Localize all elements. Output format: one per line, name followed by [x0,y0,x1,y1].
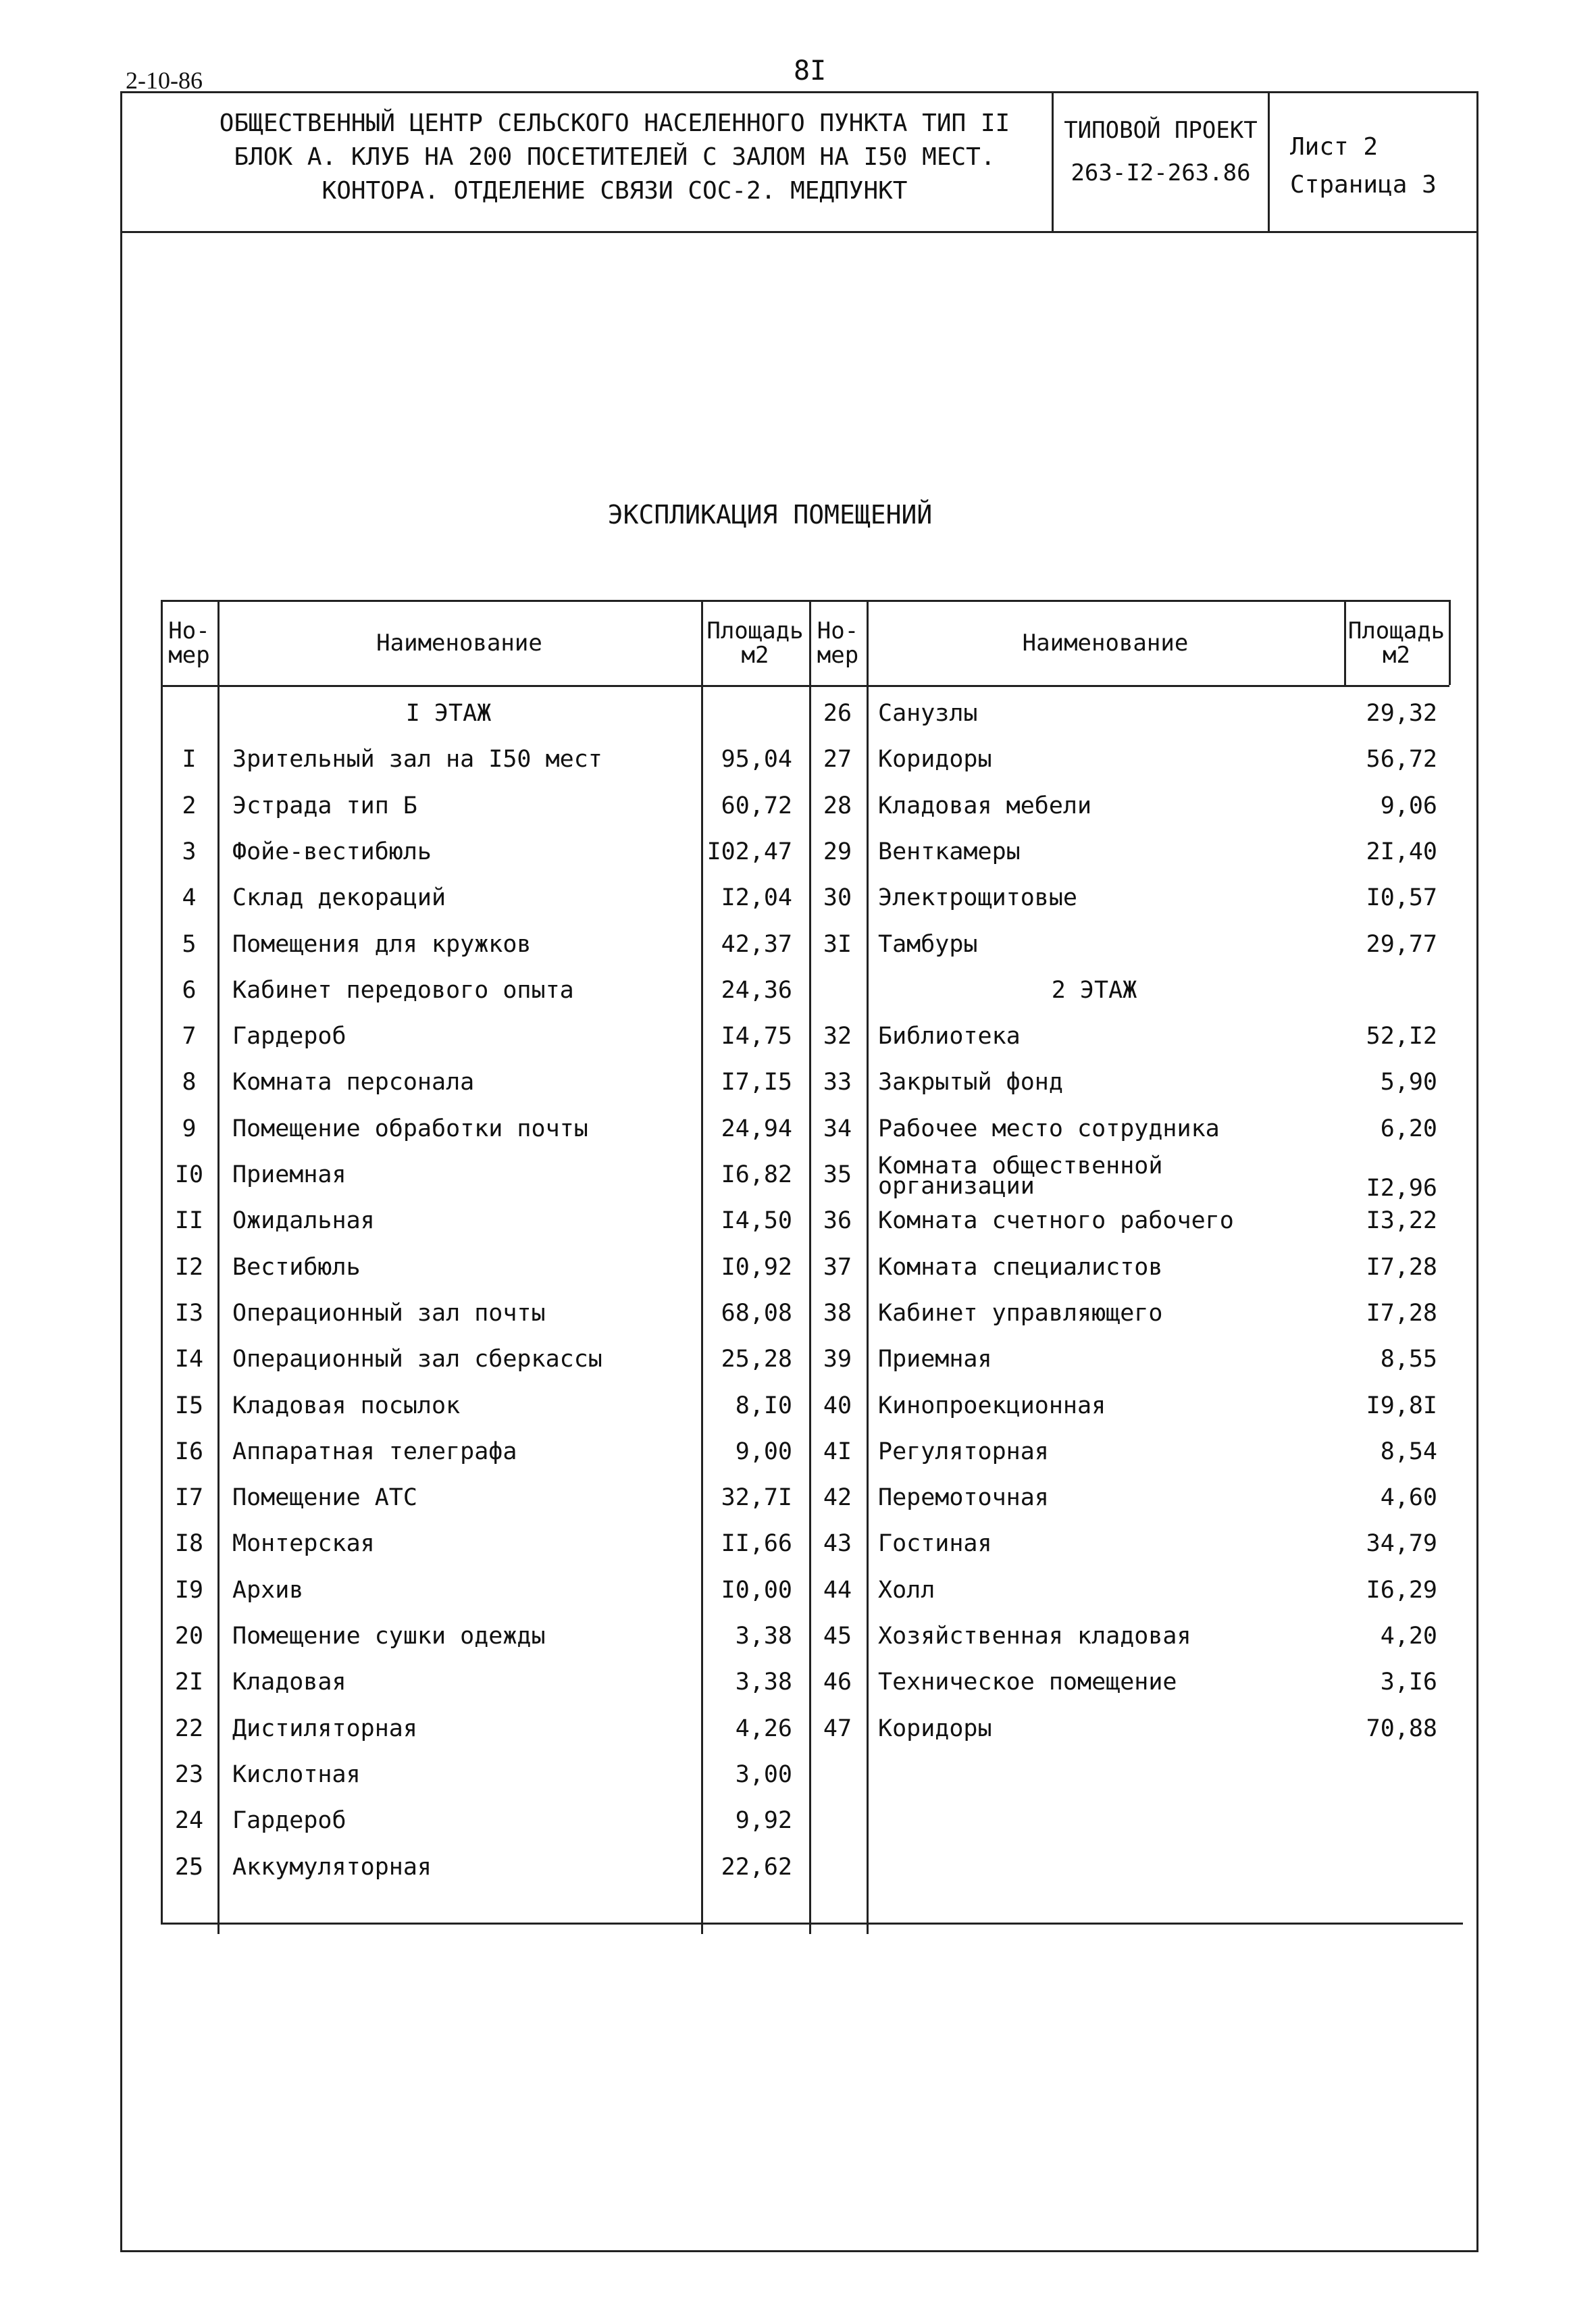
room-name: Кинопроекционная [878,1392,1106,1419]
room-name: Венткамеры [878,838,1021,865]
room-name: Зрительный зал на I50 мест [232,746,602,773]
room-number: I8 [174,1530,204,1558]
room-area: I2,96 [1366,1175,1437,1202]
room-number: 30 [823,884,852,912]
room-name: Санузлы [878,700,978,727]
room-area: II,66 [721,1530,792,1558]
room-name: Тамбуры [878,930,978,958]
room-name: Комната персонала [232,1069,475,1096]
sheet-number: Лист 2 [1290,133,1379,161]
room-area: I7,I5 [721,1069,792,1096]
room-area: I3,22 [1366,1207,1437,1235]
room-name: Фойе-вестибюль [232,838,432,865]
room-name: Гостиная [878,1530,992,1558]
room-name: Закрытый фонд [878,1069,1063,1096]
room-name: Холл [878,1576,935,1604]
room-area: 60,72 [721,792,792,819]
room-name: Аппаратная телеграфа [232,1438,517,1465]
header-number-line: мер [168,642,210,669]
room-area: 70,88 [1366,1714,1437,1742]
room-area: 4,26 [735,1714,792,1742]
sheet-cell [1290,128,1437,204]
room-number: I7 [174,1484,204,1512]
room-name: Кладовая посылок [232,1392,461,1419]
room-number: 43 [823,1530,852,1558]
column-divider [217,600,220,1934]
section-title: ЭКСПЛИКАЦИЯ ПОМЕЩЕНИЙ [607,500,933,530]
room-name: Хозяйственная кладовая [878,1623,1191,1650]
room-name: Кабинет управляющего [878,1299,1163,1327]
room-area: 24,94 [721,1115,792,1142]
room-number: 8 [182,1069,197,1096]
room-number: I [182,746,197,773]
header-number [161,619,217,667]
room-area: I6,82 [721,1161,792,1188]
room-name: Помещение АТС [232,1484,417,1512]
room-area: 9,92 [735,1807,792,1835]
room-name: Дистиляторная [232,1714,417,1742]
room-number: 2 [182,792,197,819]
room-area: I0,92 [721,1253,792,1281]
room-name: Архив [232,1576,304,1604]
room-name: Гардероб [232,1807,346,1835]
room-number: I3 [174,1299,204,1327]
room-number: 44 [823,1576,852,1604]
project-title-line: КОНТОРА. ОТДЕЛЕНИЕ СВЯЗИ СОС-2. МЕДПУНКТ [321,177,908,205]
room-number: 7 [182,1023,197,1050]
room-name: Коридоры [878,746,992,773]
room-name: Ожидальная [232,1207,375,1235]
room-area: 3,38 [735,1623,792,1650]
room-number: II [174,1207,204,1235]
room-area: I0,57 [1366,884,1437,912]
header-area [1344,619,1449,667]
room-area: I7,28 [1366,1299,1437,1327]
room-name: Эстрада тип Б [232,792,417,819]
room-area: 42,37 [721,930,792,958]
room-name: Кладовая [232,1669,346,1696]
room-number: 5 [182,930,197,958]
room-number: 36 [823,1207,852,1235]
project-id-cell [1054,101,1268,186]
column-divider [867,600,869,1934]
room-name: Регуляторная [878,1438,1049,1465]
room-name: Приемная [878,1346,992,1373]
room-area: 29,77 [1366,930,1437,958]
room-number: 4I [823,1438,852,1465]
document-code: 2-10-86 [126,67,203,94]
project-title-line: БЛОК А. КЛУБ НА 200 ПОСЕТИТЕЛЕЙ С ЗАЛОМ НА I50 МЕСТ. [234,143,996,171]
room-area: I4,75 [721,1023,792,1050]
project-code: 263-I2-263.86 [1071,159,1251,186]
room-name: Перемоточная [878,1484,1049,1512]
room-name: Помещение обработки почты [232,1115,588,1142]
room-name-continued: организации [878,1173,1035,1200]
room-name: Комната специалистов [878,1253,1163,1281]
room-number: 33 [823,1069,852,1096]
room-number: 25 [174,1853,204,1881]
room-area: 4,20 [1380,1623,1437,1650]
room-area: 2I,40 [1366,838,1437,865]
room-area: I7,28 [1366,1253,1437,1281]
room-area: I6,29 [1366,1576,1437,1604]
room-name: Склад декораций [232,884,446,912]
room-name: Операционный зал сберкассы [232,1346,602,1373]
room-number: 45 [823,1623,852,1650]
room-name: Операционный зал почты [232,1299,546,1327]
room-number: 28 [823,792,852,819]
project-title [192,107,1037,208]
room-name: Гардероб [232,1023,346,1050]
room-area: I0,00 [721,1576,792,1604]
room-name: Кислотная [232,1760,361,1788]
header-number [809,619,867,667]
room-number: 26 [823,700,852,727]
room-number: 27 [823,746,852,773]
table-header-border [161,685,1449,687]
room-number: I6 [174,1438,204,1465]
table-top-border [161,600,1449,602]
room-number: 38 [823,1299,852,1327]
room-name: Помещения для кружков [232,930,532,958]
project-label: ТИПОВОЙ ПРОЕКТ [1064,117,1258,144]
title-block-divider [1268,91,1270,233]
room-area: 56,72 [1366,746,1437,773]
room-area: 34,79 [1366,1530,1437,1558]
room-area: 32,7I [721,1484,792,1512]
room-area: I02,47 [706,838,792,865]
room-area: 25,28 [721,1346,792,1373]
room-number: 22 [174,1714,204,1742]
room-area: I4,50 [721,1207,792,1235]
room-number: I5 [174,1392,204,1419]
header-area-line: Площадь [1347,617,1445,644]
header-number-line: Но- [817,617,859,644]
room-name: Вестибюль [232,1253,361,1281]
header-area [701,619,809,667]
header-area-line: м2 [741,642,769,669]
room-number: 34 [823,1115,852,1142]
room-area: 3,38 [735,1669,792,1696]
room-area: 4,60 [1380,1484,1437,1512]
room-number: I2 [174,1253,204,1281]
room-number: 29 [823,838,852,865]
table-right-border [1449,600,1451,685]
room-area: 8,55 [1380,1346,1437,1373]
room-number: I9 [174,1576,204,1604]
room-name: Аккумуляторная [232,1853,432,1881]
floor-heading: 2 ЭТАЖ [1051,976,1137,1004]
page-label: Страница 3 [1290,171,1437,199]
room-name: Кабинет передового опыта [232,976,574,1004]
room-number: 47 [823,1714,852,1742]
room-number: 6 [182,976,197,1004]
header-name: Наименование [1022,630,1189,657]
header-number-line: Но- [168,617,210,644]
header-name: Наименование [376,630,542,657]
room-name: Рабочее место сотрудника [878,1115,1220,1142]
room-area: 8,I0 [735,1392,792,1419]
room-name: Коридоры [878,1714,992,1742]
room-name: Библиотека [878,1023,1021,1050]
header-number-line: мер [817,642,859,669]
room-number: 4 [182,884,197,912]
room-name: Помещение сушки одежды [232,1623,546,1650]
room-area: 95,04 [721,746,792,773]
room-name: Монтерская [232,1530,375,1558]
room-number: 42 [823,1484,852,1512]
room-number: I0 [174,1161,204,1188]
room-number: 20 [174,1623,204,1650]
room-name: Электрощитовые [878,884,1078,912]
table-bottom-border [161,1923,1463,1925]
room-number: 3I [823,930,852,958]
room-number: I4 [174,1346,204,1373]
room-area: 68,08 [721,1299,792,1327]
room-number: 39 [823,1346,852,1373]
room-area: 3,00 [735,1760,792,1788]
header-area-line: м2 [1383,642,1410,669]
room-name: Комната счетного рабочего [878,1207,1234,1235]
room-area: 24,36 [721,976,792,1004]
room-number: 46 [823,1669,852,1696]
room-number: 35 [823,1161,852,1188]
rooms-table [161,600,1449,1924]
room-area: 6,20 [1380,1115,1437,1142]
room-area: 8,54 [1380,1438,1437,1465]
room-name: Приемная [232,1161,346,1188]
room-number: 37 [823,1253,852,1281]
room-area: I2,04 [721,884,792,912]
floor-heading: I ЭТАЖ [405,700,492,727]
room-area: 9,00 [735,1438,792,1465]
header-area-line: Площадь [706,617,804,644]
room-area: 3,I6 [1380,1669,1437,1696]
room-number: 32 [823,1023,852,1050]
room-name: Кладовая мебели [878,792,1092,819]
page-number: 8I [794,55,827,86]
room-number: 23 [174,1760,204,1788]
room-area: 9,06 [1380,792,1437,819]
room-number: 9 [182,1115,197,1142]
room-name: Техническое помещение [878,1669,1177,1696]
room-number: 2I [174,1669,204,1696]
room-number: 3 [182,838,197,865]
room-number: 40 [823,1392,852,1419]
room-number: 24 [174,1807,204,1835]
room-name: Комната общественной [878,1152,1163,1179]
room-area: 5,90 [1380,1069,1437,1096]
project-title-line: ОБЩЕСТВЕННЫЙ ЦЕНТР СЕЛЬСКОГО НАСЕЛЕННОГО ПУНКТА ТИП II [219,109,1010,137]
room-area: I9,8I [1366,1392,1437,1419]
room-area: 29,32 [1366,700,1437,727]
room-area: 22,62 [721,1853,792,1881]
room-area: 52,I2 [1366,1023,1437,1050]
